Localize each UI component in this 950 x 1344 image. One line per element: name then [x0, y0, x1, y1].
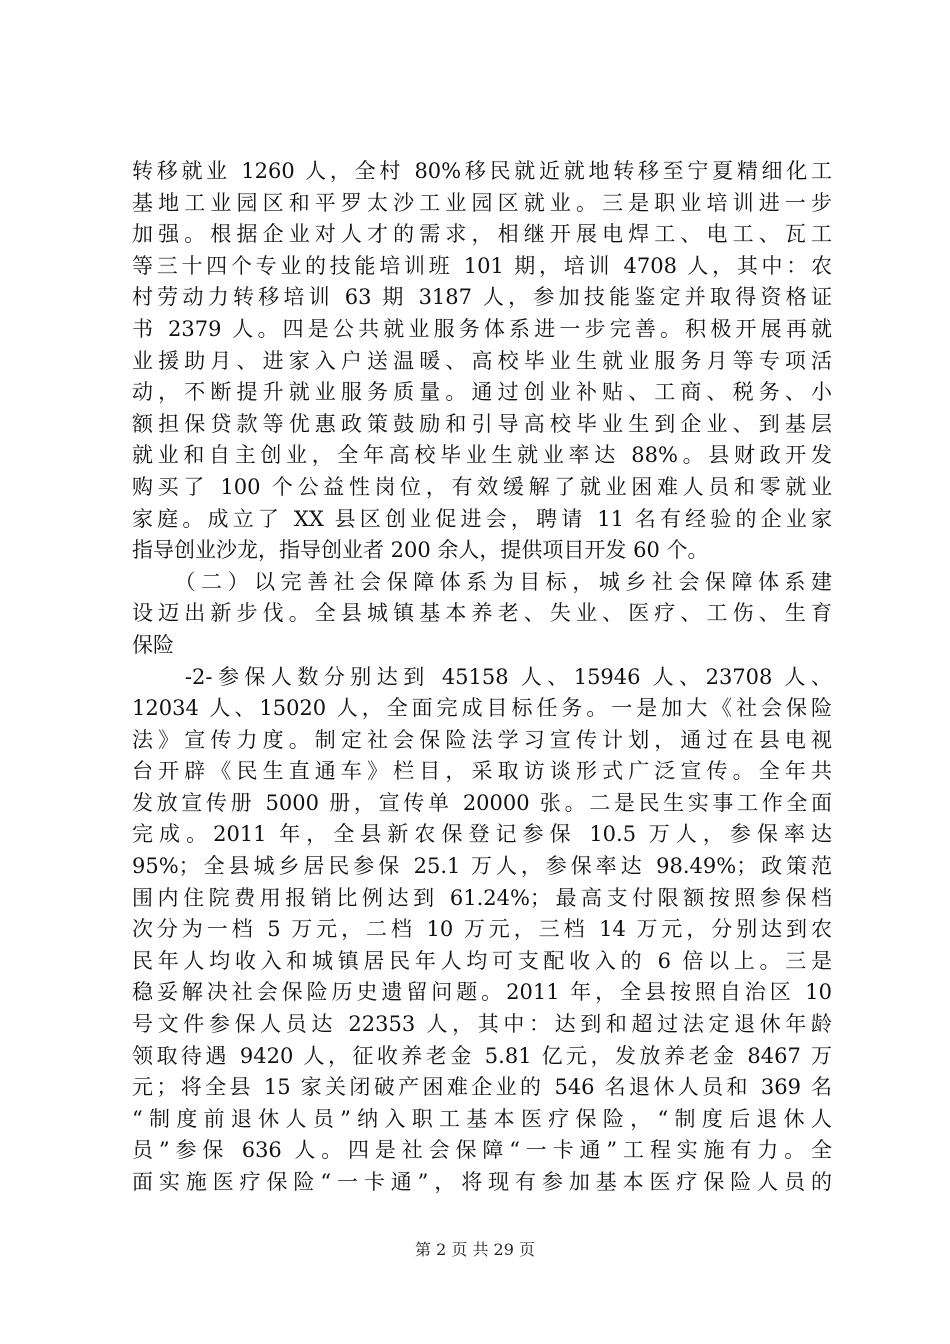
- text-line: 基地工业园区和平罗太沙工业园区就业。三是职业培训进一步: [132, 190, 832, 215]
- text-line: 额担保贷款等优惠政策鼓励和引导高校毕业生到企业、到基层: [132, 411, 832, 436]
- text-line: 等三十四个专业的技能培训班 101 期，培训 4708 人，其中：农: [132, 253, 832, 278]
- text-line: （二）以完善社会保障体系为目标，城乡社会保障体系建: [132, 569, 832, 594]
- text-line: 转移就业 1260 人，全村 80%移民就近就地转移至宁夏精细化工: [132, 159, 832, 183]
- text-line: 号文件参保人员达 22353 人，其中：达到和超过法定退休年龄: [132, 1012, 832, 1037]
- text-line: 保险: [132, 632, 174, 657]
- text-line: 就业和自主创业，全年高校毕业生就业率达 88%。县财政开发: [132, 443, 832, 468]
- text-line: 指导创业沙龙，指导创业者 200 余人，提供项目开发 60 个。: [132, 538, 709, 563]
- text-line: 完成。2011 年，全县新农保登记参保 10.5 万人，参保率达: [132, 822, 832, 847]
- text-line: 设迈出新步伐。全县城镇基本养老、失业、医疗、工伤、生育: [132, 601, 832, 626]
- text-line: 业援助月、进家入户送温暖、高校毕业生就业服务月等专项活: [132, 348, 832, 373]
- text-line: 家庭。成立了 XX 县区创业促进会，聘请 11 名有经验的企业家: [132, 506, 832, 531]
- text-line: 动，不断提升就业服务质量。通过创业补贴、工商、税务、小: [132, 380, 832, 405]
- text-line: 村劳动力转移培训 63 期 3187 人，参加技能鉴定并取得资格证: [132, 285, 832, 310]
- text-line: 12034 人、15020 人，全面完成目标任务。一是加大《社会保险: [132, 696, 832, 721]
- text-line: 围内住院费用报销比例达到 61.24%；最高支付限额按照参保档: [132, 885, 832, 910]
- text-line: 购买了 100 个公益性岗位，有效缓解了就业困难人员和零就业: [132, 474, 832, 499]
- body-text: [132, 156, 832, 1199]
- text-line: 书 2379 人。四是公共就业服务体系进一步完善。积极开展再就: [132, 316, 832, 341]
- text-line: 元；将全县 15 家关闭破产困难企业的 546 名退休人员和 369 名: [132, 1075, 832, 1100]
- text-line: 次分为一档 5 万元，二档 10 万元，三档 14 万元，分别达到农: [132, 917, 832, 942]
- page-footer: 第 2 页 共 29 页: [415, 1240, 535, 1259]
- text-line: 95%；全县城乡居民参保 25.1 万人，参保率达 98.49%；政策范: [132, 854, 832, 879]
- text-line: 领取待遇 9420 人，征收养老金 5.81 亿元，发放养老金 8467 万: [132, 1043, 832, 1068]
- text-line: -2-参保人数分别达到 45158 人、15946 人、23708 人、: [132, 664, 832, 689]
- text-line: 稳妥解决社会保险历史遗留问题。2011 年，全县按照自治区 10: [132, 980, 832, 1005]
- text-line: 加强。根据企业对人才的需求，相继开展电焊工、电工、瓦工: [132, 222, 832, 247]
- text-line: 台开辟《民生直通车》栏目，采取访谈形式广泛宣传。全年共: [132, 759, 832, 784]
- text-line: 法》宣传力度。制定社会保险法学习宣传计划，通过在县电视: [132, 727, 832, 752]
- text-line: 民年人均收入和城镇居民年人均可支配收入的 6 倍以上。三是: [132, 948, 832, 973]
- text-line: “制度前退休人员”纳入职工基本医疗保险，“制度后退休人: [132, 1106, 832, 1131]
- text-line: 发放宣传册 5000 册，宣传单 20000 张。二是民生实事工作全面: [132, 790, 832, 815]
- text-line: 员”参保 636 人。四是社会保障“一卡通”工程实施有力。全: [132, 1138, 832, 1163]
- text-line: 面实施医疗保险“一卡通”，将现有参加基本医疗保险人员的: [132, 1170, 832, 1194]
